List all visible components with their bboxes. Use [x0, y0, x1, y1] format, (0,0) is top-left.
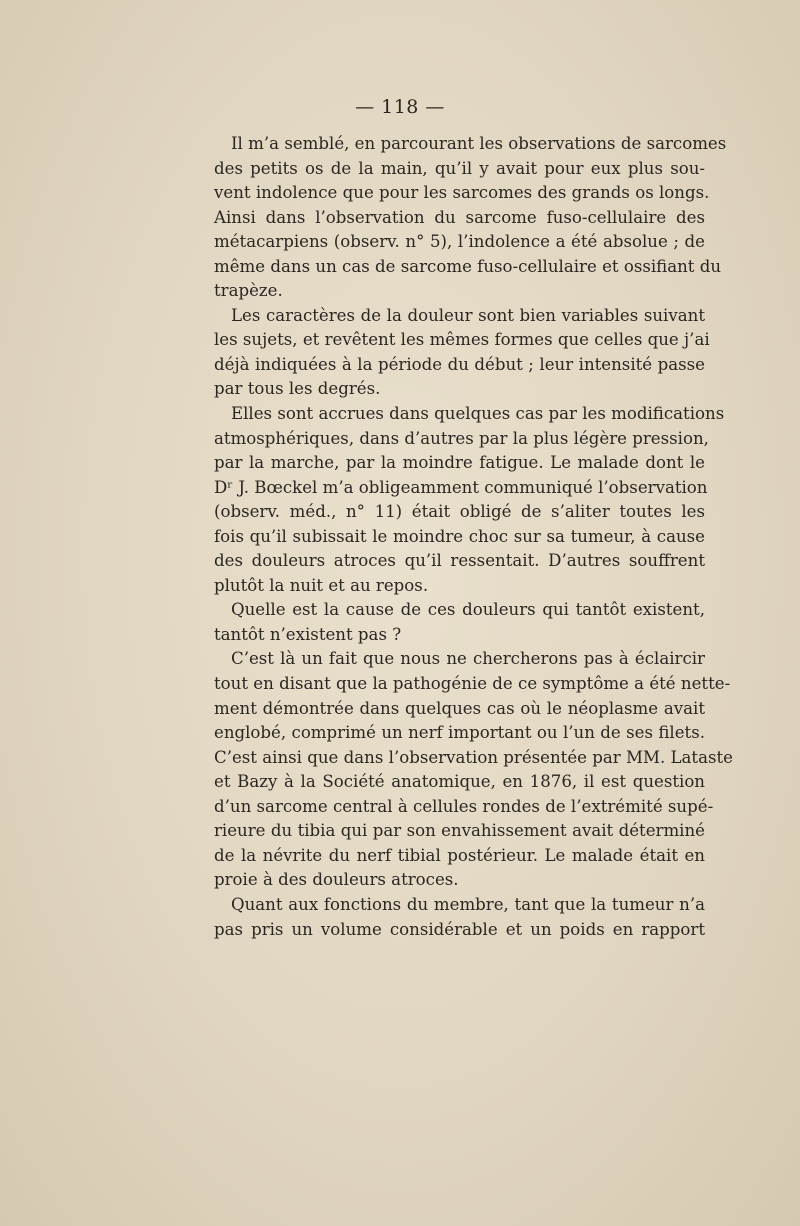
- text-line: rieure du tibia qui par son envahissement avait déterminé: [214, 821, 705, 841]
- text-line: déjà indiquées à la période du début ; leur intensité passe: [214, 354, 705, 374]
- text-line: (observ. méd., n° 11) était obligé de s’aliter toutes les: [214, 502, 705, 522]
- text-line: fois qu’il subissait le moindre choc sur sa tumeur, à cause: [214, 526, 705, 546]
- paragraph: [214, 304, 710, 402]
- text-line: proie à des douleurs atroces.: [214, 870, 459, 890]
- text-line: Dʳ J. Bœckel m’a obligeamment communiqué l’observation: [214, 477, 708, 497]
- text-line: d’un sarcome central à cellules rondes de l’extrémité supé-: [214, 796, 714, 816]
- paragraph: [214, 893, 705, 942]
- text-line: Ainsi dans l’observation du sarcome fuso-cellulaire des: [214, 207, 705, 227]
- text-line: de la névrite du nerf tibial postérieur. Le malade était en: [214, 845, 705, 865]
- text-line: Il m’a semblé, en parcourant les observations de sarcomes: [231, 134, 727, 153]
- paragraph: [214, 598, 705, 647]
- text-line: métacarpiens (observ. n° 5), l’indolence a été absolue ; de: [214, 232, 705, 252]
- text-line: tantôt n’existent pas ?: [214, 624, 402, 644]
- text-line: des petits os de la main, qu’il y avait pour eux plus sou-: [214, 158, 705, 178]
- text-line: et Bazy à la Société anatomique, en 1876, il est question: [214, 772, 705, 792]
- text-line: C’est ainsi que dans l’observation présentée par MM. Lataste: [214, 747, 734, 767]
- paragraph: [214, 647, 734, 892]
- text-line: par la marche, par la moindre fatigue. Le malade dont le: [214, 453, 705, 473]
- text-line: englobé, comprimé un nerf important ou l’un de ses filets.: [214, 723, 705, 743]
- paragraph: [214, 132, 727, 304]
- text-line: les sujets, et revêtent les mêmes formes que celles que j’ai: [214, 330, 710, 350]
- text-line: Quant aux fonctions du membre, tant que la tumeur n’a: [231, 894, 705, 914]
- text-line: pas pris un volume considérable et un poids en rapport: [214, 919, 705, 939]
- text-line: Les caractères de la douleur sont bien variables suivant: [231, 305, 705, 325]
- text-line: tout en disant que la pathogénie de ce symptôme a été nette-: [214, 674, 731, 694]
- text-line: C’est là un fait que nous ne chercherons pas à éclaircir: [231, 649, 705, 669]
- text-line: vent indolence que pour les sarcomes des grands os longs.: [214, 183, 710, 203]
- paragraph: [214, 402, 725, 598]
- text-line: Quelle est la cause de ces douleurs qui tantôt existent,: [231, 600, 705, 620]
- page-number: — 118 —: [355, 96, 445, 118]
- body-text: [214, 132, 734, 942]
- text-line: par tous les degrés.: [214, 379, 381, 399]
- text-line: des douleurs atroces qu’il ressentait. D’autres souffrent: [214, 551, 705, 571]
- text-line: plutôt la nuit et au repos.: [214, 575, 429, 595]
- text-line: même dans un cas de sarcome fuso-cellulaire et ossifiant du: [214, 256, 722, 276]
- text-line: trapèze.: [214, 281, 283, 301]
- text-line: Elles sont accrues dans quelques cas par les modifications: [231, 404, 725, 424]
- text-line: atmosphériques, dans d’autres par la plus légère pression,: [214, 428, 709, 448]
- text-line: ment démontrée dans quelques cas où le néoplasme avait: [214, 698, 705, 718]
